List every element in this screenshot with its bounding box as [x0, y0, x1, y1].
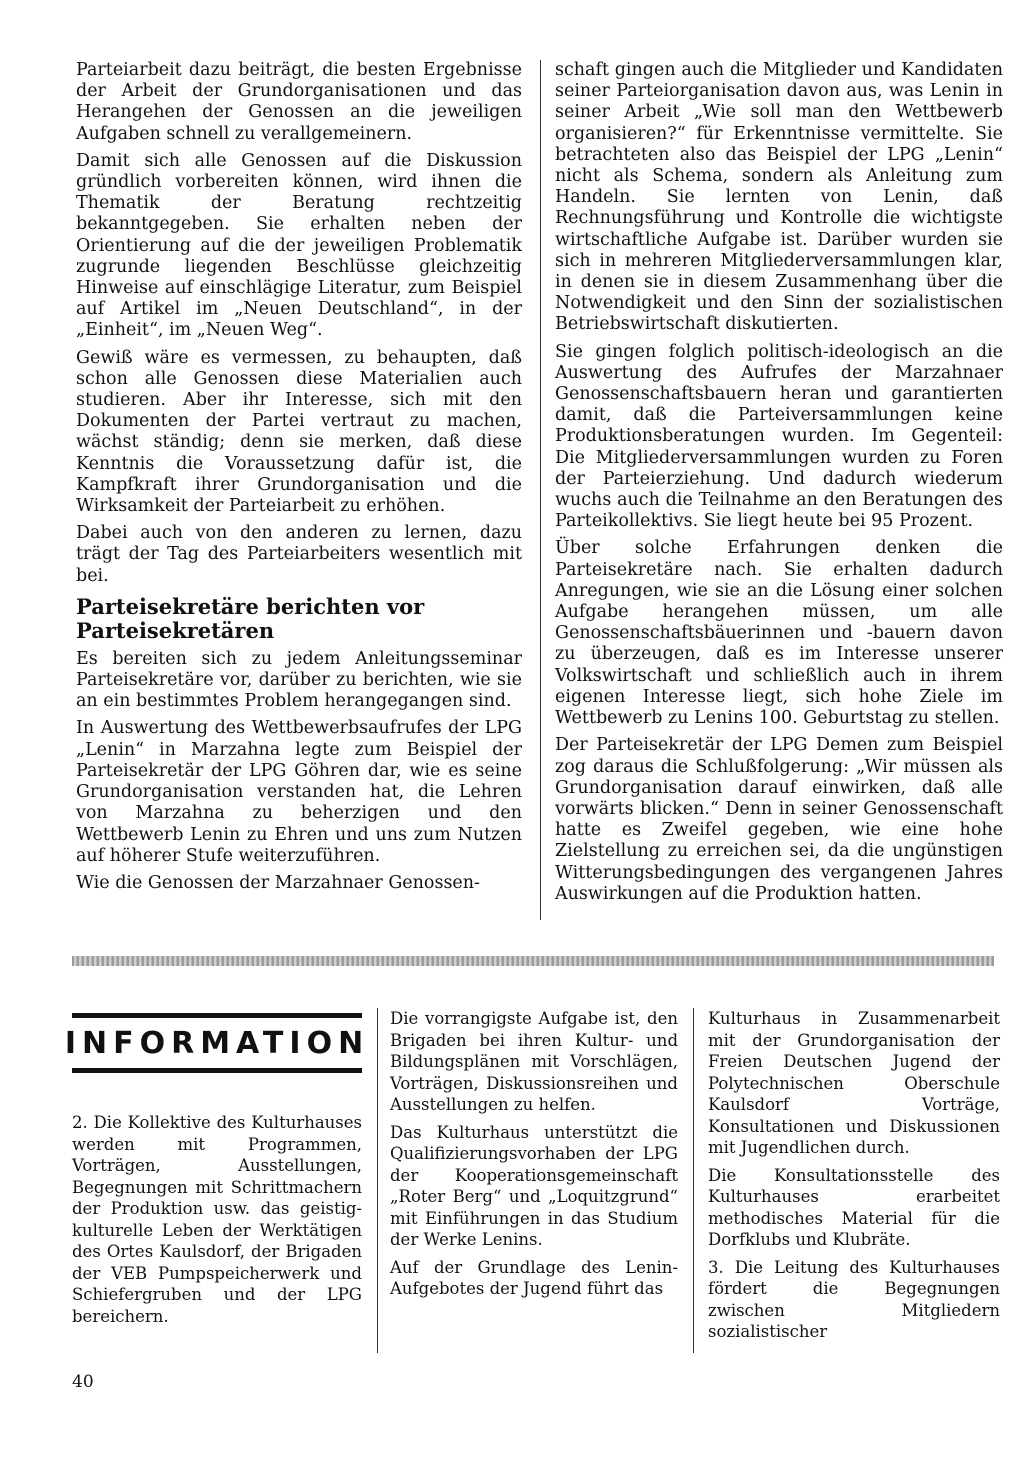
column-divider	[377, 1008, 378, 1353]
paragraph: In Auswertung des Wettbewerbsaufrufes der LPG „Lenin“ in Marzahna legte zum Beispiel der Parteisekretär der LPG Göhren dar, wie es seine Grundorganisation verstanden hat, die Lehren von Marzahna zu beherzigen und den Wettbewerb Lenin zu Ehren und uns zum Nutzen auf höherer Stufe weiterzuführen.	[76, 718, 522, 866]
page-number: 40	[72, 1372, 94, 1392]
paragraph: Kulturhaus in Zusammenarbeit mit der Grundorganisation der Freien Deutschen Jugend der Polytechnischen Oberschule Kaulsdorf Vorträge, Konsultationen und Diskussionen mit Jugendlichen durch.	[708, 1009, 1000, 1157]
section-divider	[72, 956, 994, 966]
paragraph: Über solche Erfahrungen denken die Parteisekretäre nach. Sie erhalten dadurch Anregungen, wie sie an die Lösung einer solchen Aufgabe herangehen müssen, um alle Genossenschaftsbäuerinnen und -bauern davon zu überzeugen, daß es im Interesse unserer Volkswirtschaft und schließlich auch in ihrem eigenen Interesse liegt, sich hohe Ziele im Wettbewerb zu Lenins 100. Geburtstag zu stellen.	[555, 538, 1003, 729]
paragraph: Die Konsultationsstelle des Kulturhauses erarbeitet methodisches Material für die Dorfklubs und Klubräte.	[708, 1165, 1000, 1249]
column-divider	[693, 1008, 694, 1353]
information-heading-box	[64, 1013, 370, 1073]
paragraph: Das Kulturhaus unterstützt die Qualifizierungsvorhaben der LPG der Kooperationsgemeinschaft „Roter Berg“ und „Loquitzgrund“ mit Einführungen in das Studium der Werke Lenins.	[390, 1122, 678, 1249]
paragraph: Sie gingen folglich politisch-ideologisch an die Auswertung des Aufrufes der Marzahnaer Genossenschaftsbauern heran und garantierten damit, daß die Parteiversammlungen keine Produktionsberatungen wurden. Im Gegenteil: Die Mitgliederversammlungen wurden zu Foren der Parteierziehung. Und dadurch wiederum wuchs auch die Teilnahme an den Beratungen des Parteikollektivs. Sie liegt heute bei 95 Prozent.	[555, 341, 1003, 532]
paragraph: schaft gingen auch die Mitglieder und Kandidaten seiner Parteiorganisation davon aus, was Lenin in seiner Arbeit „Wie soll man den Wettbewerb organisieren?“ für Erkenntnisse vermittelte. Sie betrachteten also das Beispiel der LPG „Lenin“ nicht als Schema, sondern als Anleitung zum Handeln. Sie lernten von Lenin, daß Rechnungsführung und Kontrolle die wichtigste wirtschaftliche Aufgabe ist. Darüber wurden sie sich in mehreren Mitgliederversammlungen klar, in denen sie in diesem Zusammenhang über die Notwendigkeit und den Sinn der sozialistischen Betriebswirtschaft diskutierten.	[555, 60, 1003, 335]
article-column-2	[555, 60, 1003, 911]
section-subheading: Parteisekretäre berichten vor Parteisekretären	[76, 593, 425, 643]
information-column-1	[72, 1112, 362, 1333]
information-column-3	[708, 1008, 1000, 1349]
paragraph: Dabei auch von den anderen zu lernen, dazu trägt der Tag des Parteiarbeiters wesentlich mit bei.	[76, 523, 522, 586]
paragraph: Damit sich alle Genossen auf die Diskussion gründlich vorbereiten können, wird ihnen die Thematik der Beratung rechtzeitig bekanntgegeben. Sie erhalten neben der Orientierung auf die der jeweiligen Problematik zugrunde liegenden Beschlüsse gleichzeitig Hinweise auf einschlägige Literatur, zum Beispiel auf Artikel im „Neuen Deutschland“, in der „Einheit“, im „Neuen Weg“.	[76, 150, 522, 341]
paragraph: Es bereiten sich zu jedem Anleitungsseminar Parteisekretäre vor, darüber zu berichten, wie sie an ein bestimmtes Problem herangegangen sind.	[76, 648, 522, 712]
information-title: INFORMATION	[64, 1025, 370, 1061]
column-divider	[540, 60, 541, 920]
paragraph: Auf der Grundlage des Lenin-Aufgebotes der Jugend führt das	[390, 1257, 678, 1298]
paragraph: 3. Die Leitung des Kulturhauses fördert die Begegnungen zwischen Mitgliedern sozialistischer	[708, 1257, 1000, 1341]
information-column-2	[390, 1008, 678, 1306]
paragraph: Die vorrangigste Aufgabe ist, den Brigaden bei ihren Kultur- und Bildungsplänen mit Vorschlägen, Vorträgen, Diskussionsreihen und Ausstellungen zu helfen.	[390, 1009, 678, 1114]
paragraph: Parteiarbeit dazu beiträgt, die besten Ergebnisse der Arbeit der Grundorganisationen und das Herangehen der Genossen an die jeweiligen Aufgaben schnell zu verallgemeinern.	[76, 60, 522, 144]
paragraph: 2. Die Kollektive des Kulturhauses werden mit Programmen, Vorträgen, Ausstellungen, Begegnungen mit Schrittmachern der Produktion usw. das geistig-kulturelle Leben der Werktätigen des Ortes Kaulsdorf, der Brigaden der VEB Pumpspeicherwerk und Schiefergruben und der LPG bereichern.	[72, 1113, 362, 1326]
paragraph: Gewiß wäre es vermessen, zu behaupten, daß schon alle Genossen diese Materialien auch studieren. Aber ihr Interesse, sich mit den Dokumenten der Partei vertraut zu machen, wächst ständig; denn sie merken, daß diese Kenntnis die Voraussetzung dafür ist, die Kampfkraft ihrer Grundorganisation und die Wirksamkeit der Parteiarbeit zu erhöhen.	[76, 347, 522, 517]
paragraph: Wie die Genossen der Marzahnaer Genossen-	[76, 872, 480, 893]
paragraph: Der Parteisekretär der LPG Demen zum Beispiel zog daraus die Schlußfolgerung: „Wir müssen als Grundorganisation darauf einwirken, daß alle vorwärts blicken.“ Denn in seiner Genossenschaft hatte es Zweifel gegeben, wie eine hohe Zielstellung zu erreichen sei, da die ungünstigen Witterungsbedingungen des vergangenen Jahres Auswirkungen auf die Produktion hatten.	[555, 735, 1003, 904]
article-column-1	[76, 60, 522, 900]
